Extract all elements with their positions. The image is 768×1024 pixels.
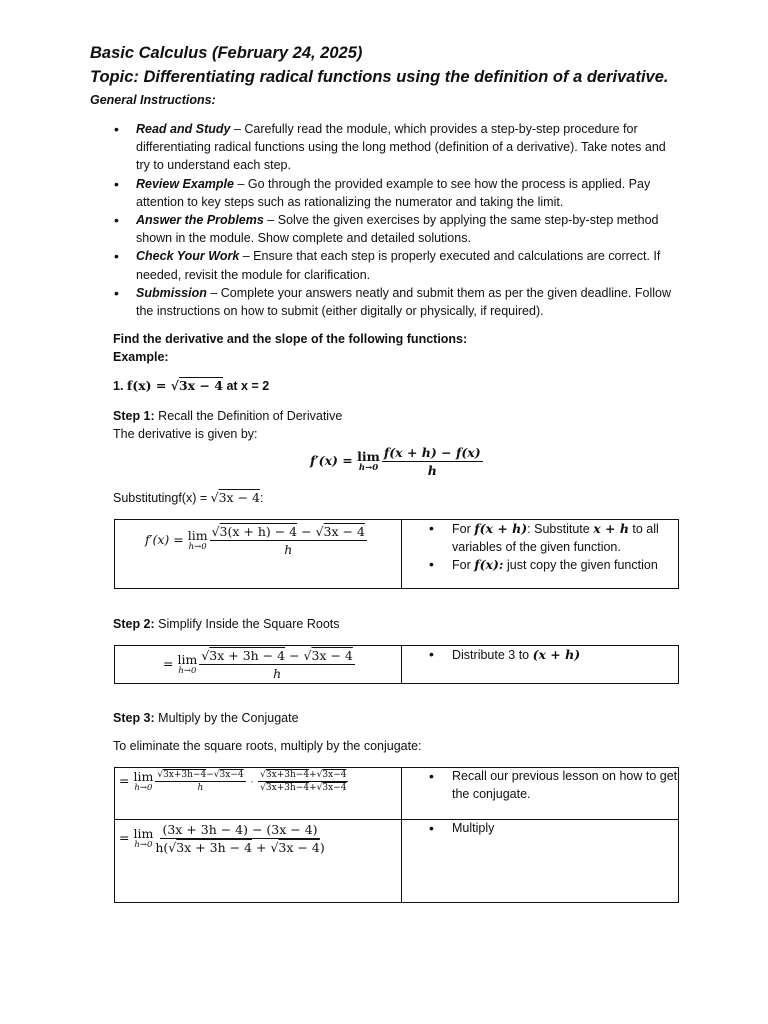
problem-function: f(x) = [126, 378, 171, 393]
instruction-term: Submission [136, 285, 207, 300]
step1-text: Recall the Definition of Derivative [154, 409, 343, 423]
step3-note1-cell [402, 768, 679, 820]
instruction-item [112, 284, 682, 320]
table-row [115, 520, 679, 589]
table-row [115, 768, 679, 820]
step3-label: Step 3: [113, 711, 155, 725]
instruction-term: Answer the Problems [136, 213, 264, 228]
instruction-item [112, 247, 682, 283]
general-instructions-heading: General Instructions: [90, 93, 216, 107]
step3-note2-cell [402, 820, 679, 903]
instruction-term: Read and Study [136, 122, 231, 136]
instruction-text: – Go through the provided example to see how the process is applied. Pay attention to key steps such as rationalizing the numerator and taking the limit. [136, 176, 651, 209]
substitution-radicand: 3x − 4 [218, 490, 260, 505]
step3-heading [113, 711, 299, 725]
note-item: • For f(x): just copy the given function [402, 556, 678, 575]
instructions-list [112, 120, 682, 320]
step3-text: Multiply by the Conjugate [154, 711, 299, 725]
step2-math-cell: = lim h→0 $\frac{√3x + 3h - 4 - √3x - 4}{h}$ [115, 646, 402, 684]
note-item: • For f(x + h): Substitute x + h to all variables of the given function. [402, 520, 678, 556]
step2-text: Simplify Inside the Square Roots [154, 617, 340, 631]
instruction-text: – Carefully read the module, which provides a step-by-step procedure for differentiating radical functions using the long method (definition of a derivative). Take notes and try to understand each step. [136, 122, 666, 173]
instruction-term: Check Your Work [136, 249, 240, 264]
instruction-item [112, 211, 682, 247]
problem-radicand: 3x − 4 [178, 378, 223, 393]
step1-intro: The derivative is given by: [113, 427, 258, 441]
task-heading: Find the derivative and the slope of the following functions: [113, 332, 468, 346]
note-item: • Distribute 3 to (x + h) [402, 646, 678, 665]
substitution-line: Substitutingf(x) = √3x − 4: [113, 490, 264, 505]
limit-operator: lim h→0 [357, 448, 380, 473]
step3-multiply-cell: = lim h→0 $\frac{(3x + 3h - 4) - (3x - 4)}{h(√3x + 3h - 4 + √3x - 4)}$ [115, 820, 402, 903]
step1-label: Step 1: [113, 409, 155, 423]
step3-table [114, 767, 679, 903]
step2-notes-cell [402, 646, 679, 684]
example-problem: 1. f(x) = √3x − 4 at x = 2 [113, 378, 270, 393]
example-label: Example: [113, 350, 169, 364]
derivative-definition [310, 445, 485, 478]
problem-point: at x = 2 [223, 379, 270, 393]
note-item: • Recall our previous lesson on how to get the conjugate. [402, 768, 678, 803]
step1-table [114, 519, 679, 589]
document-title: Basic Calculus (February 24, 2025) [90, 44, 363, 62]
instruction-term: Review Example [136, 176, 234, 191]
instruction-text: – Ensure that each step is properly executed and calculations are correct. If needed, revisit the module for clarification. [136, 249, 661, 282]
document-topic: Topic: Differentiating radical functions using the definition of a derivative. [90, 68, 669, 86]
definition-fraction: $\frac{f(x + h) - f(x)}{h}$ [383, 445, 481, 478]
instruction-text: – Solve the given exercises by applying the same step-by-step method shown in the module. Show complete and detailed solutions. [136, 213, 659, 246]
step1-math-cell: f′(x) = lim h→0 $\frac{√3(x + h) - 4 - √3x - 4}{h}$ [115, 520, 402, 589]
instruction-text: – Complete your answers neatly and submit them as per the given deadline. Follow the instructions on how to submit (either digitally or physically, if required). [136, 285, 671, 319]
definition-lhs: f′(x) = [310, 452, 358, 468]
step2-table [114, 645, 679, 684]
step1-notes-cell [402, 520, 679, 589]
step1-heading [113, 409, 342, 423]
instruction-item [112, 120, 682, 175]
step3-intro: To eliminate the square roots, multiply by the conjugate: [113, 739, 422, 753]
table-row [115, 646, 679, 684]
substitution-prefix: Substitutingf(x) = [113, 491, 211, 505]
instruction-item [112, 175, 682, 211]
step2-label: Step 2: [113, 617, 155, 631]
table-row [115, 820, 679, 903]
problem-number: 1. [113, 379, 127, 393]
row-lhs: f′(x) = [145, 531, 188, 547]
note-item: • Multiply [402, 820, 678, 838]
step2-heading [113, 617, 340, 631]
step3-conjugate-cell: = lim h→0 $\frac{√3x+3h-4-√3x-4}{h}$ · $\frac{√3x+3h-4+√3x-4}{√3x+3h-4+√3x-4}$ [115, 768, 402, 820]
